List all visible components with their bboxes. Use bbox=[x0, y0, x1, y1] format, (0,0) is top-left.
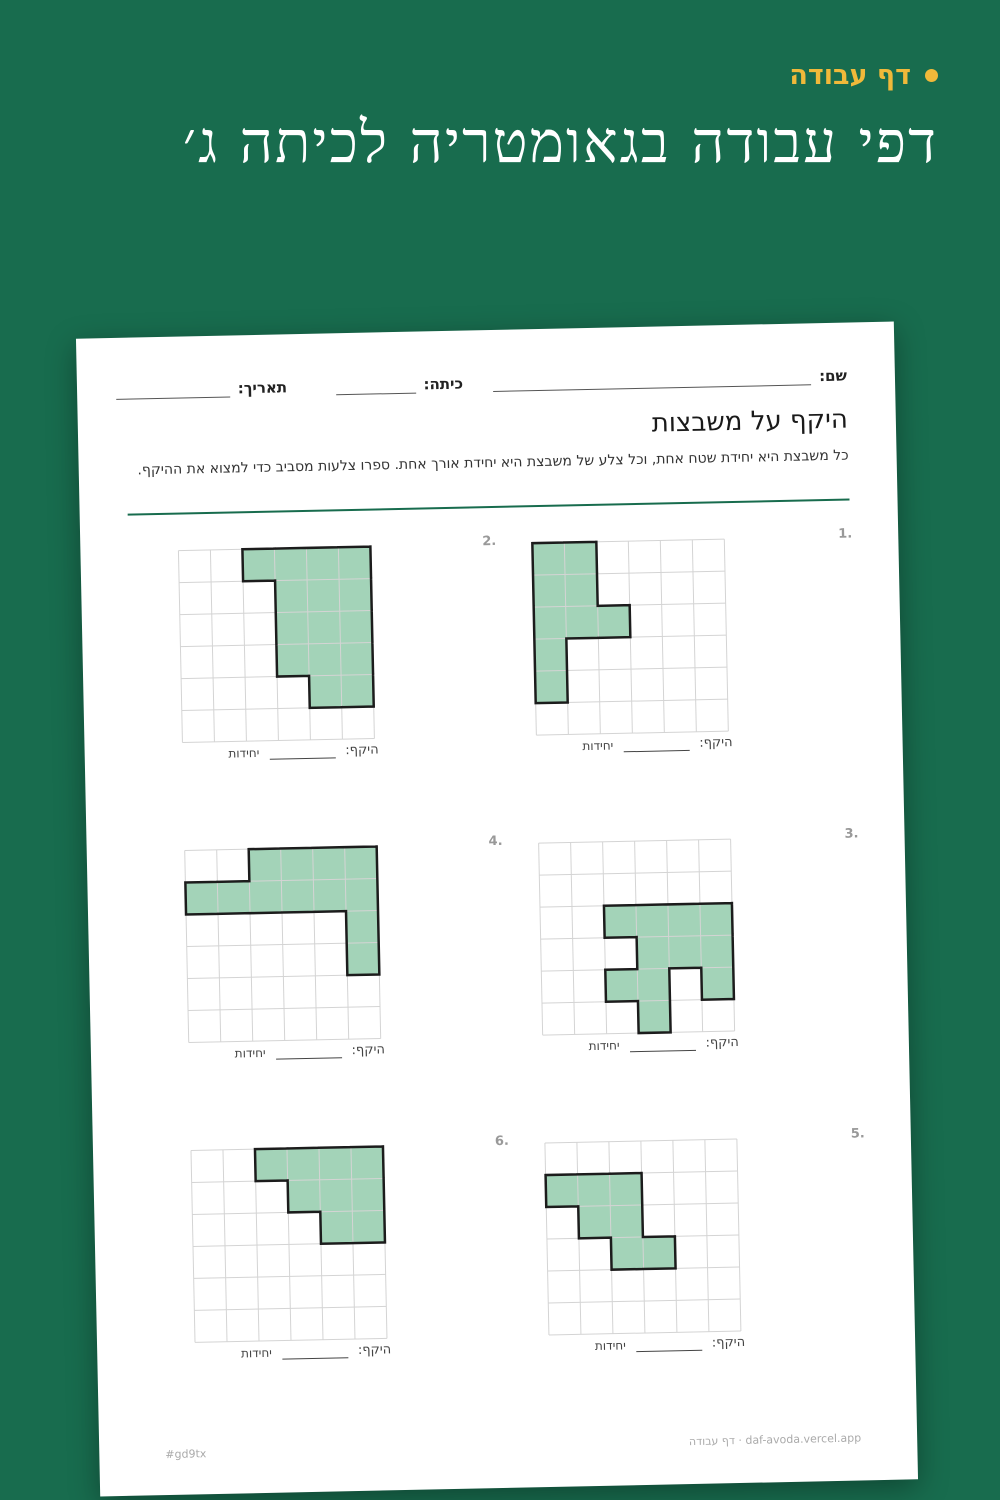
worksheet-tag bbox=[789, 60, 938, 91]
problem-2 bbox=[174, 533, 539, 800]
header-divider bbox=[128, 499, 850, 516]
shape-cell bbox=[185, 882, 218, 915]
shape-cell bbox=[313, 847, 346, 880]
perimeter-label: היקף: bbox=[345, 742, 379, 759]
units-label: יחידות bbox=[240, 1345, 273, 1361]
problem-number: 6. bbox=[494, 1133, 510, 1150]
shape-cell bbox=[274, 548, 307, 581]
grid-shape bbox=[541, 1135, 747, 1341]
worksheet-page bbox=[76, 322, 918, 1497]
shape-cell bbox=[281, 880, 314, 913]
worksheet-title: היקף על משבצות bbox=[651, 404, 849, 439]
grid-shape bbox=[174, 542, 380, 748]
shape-cell bbox=[352, 1178, 385, 1211]
shape-cell bbox=[701, 967, 734, 1000]
shape-cell bbox=[306, 547, 339, 580]
shape-cell bbox=[598, 605, 631, 638]
answer-line[interactable] bbox=[636, 1338, 702, 1352]
shape-cell bbox=[546, 1174, 579, 1207]
perimeter-label: היקף: bbox=[357, 1342, 392, 1359]
shape-cell bbox=[637, 968, 670, 1001]
perimeter-answer[interactable] bbox=[199, 742, 379, 761]
shape-cell bbox=[564, 542, 597, 575]
student-fields bbox=[125, 367, 847, 412]
shape-cell bbox=[637, 936, 670, 969]
problem-number: 2. bbox=[482, 533, 497, 550]
shape-cell bbox=[669, 936, 702, 969]
sheet-source: daf-avoda.vercel.app · דף עבודה bbox=[688, 1431, 862, 1449]
problem-4 bbox=[180, 833, 545, 1100]
shape-cell bbox=[345, 878, 378, 911]
page-headline: דפי עבודה בגאומטריה לכיתה ג׳ bbox=[182, 108, 938, 176]
shape-cell bbox=[638, 1000, 671, 1033]
answer-line[interactable] bbox=[623, 738, 689, 752]
shape-cell bbox=[249, 881, 282, 914]
shape-cell bbox=[533, 575, 566, 608]
shape-cell bbox=[276, 644, 309, 677]
shape-cell bbox=[308, 643, 341, 676]
problem-number: 3. bbox=[844, 826, 859, 842]
perimeter-label: היקף: bbox=[351, 1042, 386, 1059]
shape-cell bbox=[351, 1146, 384, 1179]
perimeter-label: היקף: bbox=[711, 1334, 746, 1351]
perimeter-answer[interactable] bbox=[565, 1335, 745, 1354]
problem-number: 1. bbox=[838, 526, 853, 542]
perimeter-answer[interactable] bbox=[559, 1035, 739, 1054]
problem-1 bbox=[528, 526, 893, 793]
answer-line[interactable] bbox=[276, 1045, 342, 1059]
shape-cell bbox=[534, 606, 567, 639]
shape-cell bbox=[288, 1180, 321, 1213]
shape-cell bbox=[604, 905, 637, 938]
perimeter-answer[interactable] bbox=[552, 735, 732, 754]
name-field[interactable] bbox=[493, 367, 847, 392]
answer-line[interactable] bbox=[282, 1345, 348, 1359]
shape-cell bbox=[320, 1179, 353, 1212]
shape-cell bbox=[287, 1148, 320, 1181]
shape-cell bbox=[643, 1236, 676, 1269]
shape-cell bbox=[352, 1210, 385, 1243]
shape-cell bbox=[610, 1173, 643, 1206]
shape-cell bbox=[346, 910, 379, 943]
name-label: שם: bbox=[818, 366, 848, 386]
shape-cell bbox=[610, 1205, 643, 1238]
units-label: יחידות bbox=[582, 738, 614, 754]
shape-cell bbox=[338, 547, 371, 580]
date-field[interactable] bbox=[116, 378, 288, 400]
shape-cell bbox=[340, 611, 373, 644]
shape-cell bbox=[700, 903, 733, 936]
units-label: יחידות bbox=[234, 1045, 266, 1061]
shape-cell bbox=[276, 612, 309, 645]
bullet-dot-icon bbox=[925, 69, 938, 82]
shape-cell bbox=[701, 935, 734, 968]
instructions-text: כל משבצת היא יחידת שטח אחת, וכל צלע של משבצת היא יחידת אורך אחת. ספרו צלעות מסביב כדי למצוא את ההיקף. bbox=[137, 447, 849, 479]
tag-label: דף עבודה bbox=[789, 60, 911, 91]
shape-cell bbox=[217, 881, 250, 914]
shape-cell bbox=[242, 549, 275, 582]
date-line[interactable] bbox=[116, 380, 230, 399]
perimeter-label: היקף: bbox=[699, 735, 733, 751]
shape-cell bbox=[308, 611, 341, 644]
shape-cell bbox=[255, 1148, 288, 1181]
shape-cell bbox=[565, 574, 598, 607]
shape-cell bbox=[313, 879, 346, 912]
problem-6 bbox=[187, 1133, 552, 1400]
shape-cell bbox=[319, 1147, 352, 1180]
shape-cell bbox=[532, 543, 565, 576]
class-line[interactable] bbox=[335, 377, 415, 396]
shape-cell bbox=[281, 848, 314, 881]
shape-cell bbox=[249, 849, 282, 882]
problem-number: 5. bbox=[850, 1126, 865, 1142]
grid-shape bbox=[535, 835, 741, 1041]
shape-cell bbox=[578, 1206, 611, 1239]
problem-5 bbox=[541, 1126, 906, 1393]
shape-cell bbox=[578, 1174, 611, 1207]
name-line[interactable] bbox=[493, 368, 811, 392]
perimeter-answer[interactable] bbox=[205, 1042, 385, 1061]
grid-shape bbox=[528, 535, 734, 741]
shape-cell bbox=[605, 969, 638, 1002]
shape-cell bbox=[668, 904, 701, 937]
problem-number: 4. bbox=[488, 833, 503, 850]
answer-line[interactable] bbox=[269, 745, 335, 759]
shape-cell bbox=[340, 643, 373, 676]
class-field[interactable] bbox=[335, 375, 463, 396]
shape-cell bbox=[611, 1237, 644, 1270]
shape-cell bbox=[320, 1211, 353, 1244]
shape-cell bbox=[534, 638, 567, 671]
date-label: תאריך: bbox=[237, 378, 288, 398]
class-label: כיתה: bbox=[423, 374, 464, 394]
shape-cell bbox=[341, 675, 374, 708]
shape-cell bbox=[309, 675, 342, 708]
shape-cell bbox=[275, 580, 308, 613]
shape-cell bbox=[636, 904, 669, 937]
shape-cell bbox=[535, 670, 568, 703]
units-label: יחידות bbox=[228, 745, 260, 761]
perimeter-label: היקף: bbox=[705, 1034, 740, 1051]
units-label: יחידות bbox=[594, 1338, 626, 1354]
shape-cell bbox=[339, 579, 372, 612]
grid-shape bbox=[181, 842, 387, 1048]
shape-cell bbox=[345, 847, 378, 880]
grid-shape bbox=[187, 1142, 393, 1348]
shape-cell bbox=[566, 606, 599, 639]
units-label: יחידות bbox=[588, 1038, 620, 1054]
problem-3 bbox=[534, 826, 899, 1093]
shape-cell bbox=[347, 942, 380, 975]
answer-line[interactable] bbox=[629, 1038, 695, 1052]
perimeter-answer[interactable] bbox=[211, 1342, 391, 1361]
shape-cell bbox=[307, 579, 340, 612]
sheet-code: #gd9tx bbox=[165, 1447, 207, 1462]
